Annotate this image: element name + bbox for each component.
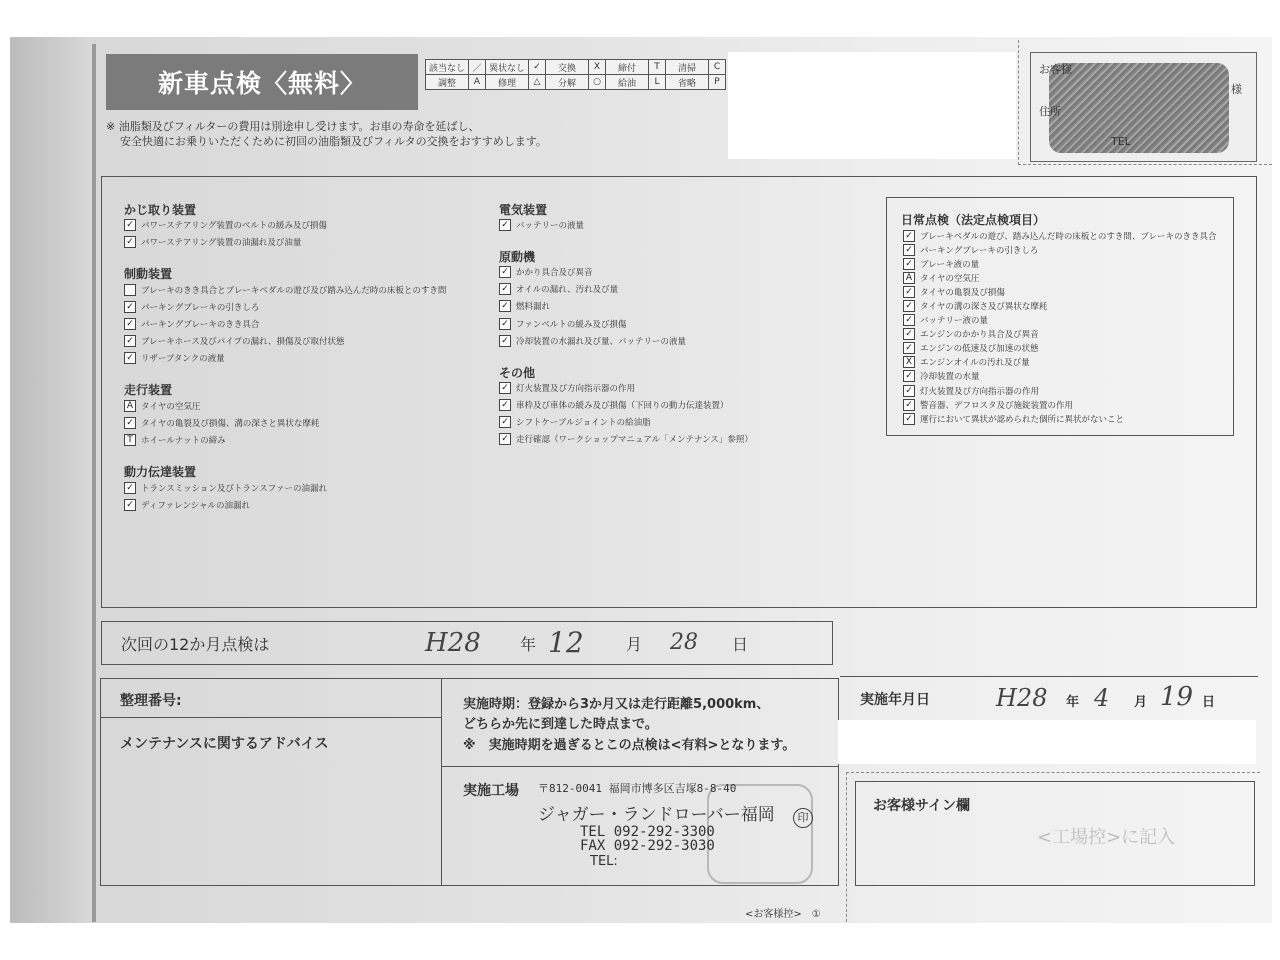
legend-label: 分解 xyxy=(546,75,589,90)
check-label: エンジンのかかり具合及び異音 xyxy=(920,330,1039,340)
date-year-label: 年 xyxy=(1066,695,1080,710)
check-label: 警音器、デフロスタ及び施錠装置の作用 xyxy=(920,401,1074,411)
check-label: タイヤの溝の深さ及び異状な摩耗 xyxy=(920,302,1048,312)
legend-label: 修理 xyxy=(486,75,529,90)
company-name: ジャガー・ランドローバー福岡 xyxy=(538,805,775,825)
check-label: タイヤの空気圧 xyxy=(141,402,201,412)
check-item xyxy=(499,219,584,231)
perforation-line xyxy=(1018,40,1019,165)
section-title-electrical: 電気装置 xyxy=(499,203,548,217)
check-item xyxy=(903,356,1030,368)
divider xyxy=(441,678,442,885)
perforation-line xyxy=(1018,164,1272,165)
checkbox[interactable]: ✓ xyxy=(124,318,136,330)
checkbox[interactable]: ✓ xyxy=(499,335,511,347)
check-label: シフトケーブルジョイントの給油脂 xyxy=(516,418,651,428)
check-label: エンジンの低速及び加速の状態 xyxy=(920,344,1039,354)
legend-label: 該当なし xyxy=(426,60,469,75)
checkbox[interactable]: ✓ xyxy=(903,399,915,411)
checkbox[interactable]: ✓ xyxy=(499,283,511,295)
next-year-handwritten[interactable]: H28 xyxy=(425,628,481,658)
redacted-area xyxy=(728,52,1016,159)
perforation-line xyxy=(846,772,1260,773)
section-title-other: その他 xyxy=(499,366,536,380)
checkbox[interactable]: ✓ xyxy=(124,417,136,429)
checkbox[interactable]: ✓ xyxy=(903,342,915,354)
check-label: ホイールナットの締み xyxy=(141,436,226,446)
company-address: 〒812-0041 福岡市博多区吉塚8-8-40 xyxy=(538,782,737,795)
check-label: エンジンオイルの汚れ及び量 xyxy=(920,358,1030,368)
check-label: タイヤの亀裂及び損傷 xyxy=(920,288,1005,298)
date-day-handwritten[interactable]: 19 xyxy=(1160,682,1194,712)
check-item xyxy=(499,433,753,445)
next-year-label: 年 xyxy=(520,635,537,654)
seal-mark: 印 xyxy=(793,808,813,828)
redaction-scribble xyxy=(1049,63,1229,153)
footer-copy-label: <お客様控> ① xyxy=(745,909,821,920)
checkbox[interactable]: ✓ xyxy=(903,230,915,242)
check-label: タイヤの空気圧 xyxy=(920,274,980,284)
checkbox[interactable]: ✓ xyxy=(124,482,136,494)
address-label: 住所 xyxy=(1039,105,1061,118)
section-title-drivetrain: 動力伝達装置 xyxy=(124,465,197,479)
checkbox[interactable]: ✓ xyxy=(124,301,136,313)
page-edge xyxy=(92,44,96,922)
date-month-label: 月 xyxy=(1134,695,1148,710)
check-label: 燃料漏れ xyxy=(516,302,551,312)
legend-label: 給油 xyxy=(606,75,649,90)
check-label: パーキングブレーキの引きしろ xyxy=(141,303,260,313)
legend-label: 異状なし xyxy=(486,60,529,75)
binder-spine xyxy=(10,37,92,923)
check-item xyxy=(499,283,618,295)
check-label: ディファレンシャルの油漏れ xyxy=(141,501,251,511)
date-month-handwritten[interactable]: 4 xyxy=(1094,684,1110,712)
check-label: 冷却装置の水量 xyxy=(920,372,980,382)
legend-symbol: C xyxy=(709,60,726,75)
check-label: タイヤの亀裂及び損傷、溝の深さと異状な摩耗 xyxy=(141,419,320,429)
check-item xyxy=(499,318,626,330)
checkbox[interactable]: ✓ xyxy=(499,318,511,330)
check-label: ブレーキ液の量 xyxy=(920,260,980,270)
check-item xyxy=(124,335,345,347)
check-label: ブレーキペダルの遊び、踏み込んだ時の床板とのすき間、ブレーキのきき具合 xyxy=(920,232,1217,242)
check-item xyxy=(499,399,729,411)
next-day-handwritten[interactable]: 28 xyxy=(670,630,698,655)
check-label: オイルの漏れ、汚れ及び量 xyxy=(516,285,619,295)
section-title-brake: 制動装置 xyxy=(124,267,173,281)
check-label: パーキングブレーキの引きしろ xyxy=(920,246,1039,256)
check-item xyxy=(903,385,1039,397)
check-label: パーキングブレーキのきき具合 xyxy=(141,320,260,330)
check-label: ブレーキのきき具合とブレーキペダルの遊び及び踏み込んだ時の床板とのすき間 xyxy=(141,286,447,296)
check-item xyxy=(903,272,979,284)
check-item xyxy=(903,244,1038,256)
check-item xyxy=(903,258,979,270)
check-item xyxy=(903,342,1039,354)
check-item xyxy=(124,318,259,330)
company-tel: TEL 092-292-3300 xyxy=(580,824,715,840)
check-label: 冷却装置の水漏れ及び量、バッテリーの液量 xyxy=(516,337,687,347)
checkbox[interactable]: X xyxy=(903,356,915,368)
date-year-handwritten[interactable]: H28 xyxy=(996,684,1048,712)
date-day-label: 日 xyxy=(1202,695,1216,710)
legend-label: 締付 xyxy=(606,60,649,75)
legend-label: 清掃 xyxy=(666,60,709,75)
next-month-handwritten[interactable]: 12 xyxy=(548,626,584,659)
checkbox[interactable]: ✓ xyxy=(903,413,915,425)
check-item xyxy=(903,286,1005,298)
check-item xyxy=(499,266,593,278)
legend-symbol: X xyxy=(589,60,606,75)
check-label: 灯火装置及び方向指示器の作用 xyxy=(920,387,1040,397)
section-title-steering: かじ取り装置 xyxy=(124,203,197,217)
divider xyxy=(441,766,838,767)
checkbox[interactable]: ✓ xyxy=(903,244,915,256)
checkbox[interactable]: ✓ xyxy=(499,433,511,445)
legend-symbol: T xyxy=(649,60,666,75)
check-item xyxy=(124,219,327,231)
legend-symbol: ○ xyxy=(589,75,606,90)
legend-symbol: A xyxy=(469,75,486,90)
period-line-1: 実施時期：登録から3か月又は走行距離5,000km、 xyxy=(463,697,770,712)
tel-label: TEL xyxy=(1111,135,1131,148)
section-title-running: 走行装置 xyxy=(124,383,173,397)
check-label: ブレーキホース及びパイプの漏れ、損傷及び取付状態 xyxy=(141,337,345,347)
checkbox[interactable]: A xyxy=(903,272,915,284)
legend-symbol: ／ xyxy=(469,60,486,75)
check-item xyxy=(124,284,446,296)
check-item xyxy=(903,328,1039,340)
customer-sama: 様 xyxy=(1231,83,1242,96)
note-line-1: ※ 油脂類及びフィルターの費用は別途申し受けます。お車の寿命を延ばし、 xyxy=(106,120,480,133)
sign-note: <工場控>に記入 xyxy=(1037,827,1176,848)
check-item xyxy=(124,499,250,511)
legend-table xyxy=(425,59,726,90)
check-item xyxy=(903,300,1047,312)
checkbox[interactable]: ✓ xyxy=(903,300,915,312)
section-title-engine: 原動機 xyxy=(499,250,536,264)
section-title-daily: 日常点検（法定点検項目） xyxy=(901,213,1046,227)
check-label: トランスミッション及びトランスファーの油漏れ xyxy=(141,484,327,494)
checkbox[interactable]: ✓ xyxy=(124,219,136,231)
check-item xyxy=(903,413,1124,425)
checkbox[interactable]: ✓ xyxy=(903,370,915,382)
perforation-line xyxy=(846,772,847,922)
check-item xyxy=(499,335,686,347)
legend-label: 省略 xyxy=(666,75,709,90)
check-item xyxy=(124,417,319,429)
check-label: かかり具合及び異音 xyxy=(516,268,593,278)
legend-symbol: ✓ xyxy=(529,60,546,75)
checkbox[interactable]: ✓ xyxy=(499,416,511,428)
checkbox[interactable]: ✓ xyxy=(499,266,511,278)
check-item xyxy=(124,352,225,364)
advice-label: メンテナンスに関するアドバイス xyxy=(120,736,329,752)
seiri-number-label: 整理番号: xyxy=(120,693,182,709)
checkbox[interactable]: ✓ xyxy=(124,236,136,248)
check-label: リザーブタンクの液量 xyxy=(141,354,225,364)
customer-info-box xyxy=(1030,52,1257,162)
check-label: 灯火装置及び方向指示器の作用 xyxy=(516,384,636,394)
customer-label: お客様 xyxy=(1039,63,1072,76)
legend-label: 調整 xyxy=(426,75,469,90)
factory-label: 実施工場 xyxy=(463,783,519,799)
check-item xyxy=(124,434,226,446)
checkbox[interactable]: ✓ xyxy=(903,286,915,298)
checkbox[interactable]: ✓ xyxy=(499,382,511,394)
checkbox[interactable] xyxy=(124,284,136,296)
checkbox[interactable]: T xyxy=(124,434,136,446)
period-line-2: どちらか先に到達した時点まで。 xyxy=(463,717,658,732)
check-item xyxy=(124,400,200,412)
legend-symbol: △ xyxy=(529,75,546,90)
check-item xyxy=(903,314,988,326)
check-item xyxy=(124,236,301,248)
checkbox[interactable]: ✓ xyxy=(499,399,511,411)
checkbox[interactable]: ✓ xyxy=(124,499,136,511)
checkbox[interactable]: ✓ xyxy=(903,328,915,340)
checkbox[interactable]: ✓ xyxy=(499,219,511,231)
period-line-3: ※ 実施時期を過ぎるとこの点検は<有料>となります。 xyxy=(463,738,796,753)
checkbox[interactable]: A xyxy=(124,400,136,412)
checkbox[interactable]: ✓ xyxy=(124,335,136,347)
sign-label: お客様サイン欄 xyxy=(873,798,971,814)
check-item xyxy=(499,300,550,312)
check-label: パワーステアリング装置のベルトの緩み及び損傷 xyxy=(141,221,327,231)
check-label: 車枠及び車体の緩み及び損傷（下回りの動力伝達装置） xyxy=(516,401,729,411)
check-item xyxy=(499,382,635,394)
company-fax: FAX 092-292-3030 xyxy=(580,838,715,854)
checkbox[interactable]: ✓ xyxy=(903,258,915,270)
check-item xyxy=(903,399,1073,411)
check-item xyxy=(499,416,651,428)
legend-symbol: P xyxy=(709,75,726,90)
checkbox[interactable]: ✓ xyxy=(903,385,915,397)
redacted-area xyxy=(838,720,1256,764)
page-title: 新車点検〈無料〉 xyxy=(106,54,418,110)
checkbox[interactable]: ✓ xyxy=(124,352,136,364)
date-label: 実施年月日 xyxy=(860,692,930,708)
company-tel2: TEL: xyxy=(590,854,618,869)
check-item xyxy=(124,482,327,494)
check-label: バッテリーの液量 xyxy=(516,221,585,231)
check-label: 運行において異状が認められた個所に異状がないこと xyxy=(920,415,1125,425)
next-day-label: 日 xyxy=(732,635,749,654)
check-item xyxy=(124,301,259,313)
check-item xyxy=(903,230,1216,242)
next-month-label: 月 xyxy=(626,635,643,654)
note-line-2: 安全快適にお乗りいただくために初回の油脂類及びフィルタの交換をおすすめします。 xyxy=(120,135,547,148)
check-label: パワーステアリング装置の油漏れ及び油量 xyxy=(141,238,302,248)
legend-label: 交換 xyxy=(546,60,589,75)
checkbox[interactable]: ✓ xyxy=(499,300,511,312)
check-item xyxy=(903,370,980,382)
check-label: バッテリー液の量 xyxy=(920,316,989,326)
company-stamp-frame xyxy=(707,784,813,884)
checkbox[interactable]: ✓ xyxy=(903,314,915,326)
check-label: ファンベルトの緩み及び損傷 xyxy=(516,320,627,330)
check-label: 走行確認（ワークショップマニュアル「メンテナンス」参照） xyxy=(516,435,753,445)
next-inspection-label: 次回の12か月点検は xyxy=(121,635,270,654)
divider xyxy=(100,717,441,718)
legend-symbol: L xyxy=(649,75,666,90)
